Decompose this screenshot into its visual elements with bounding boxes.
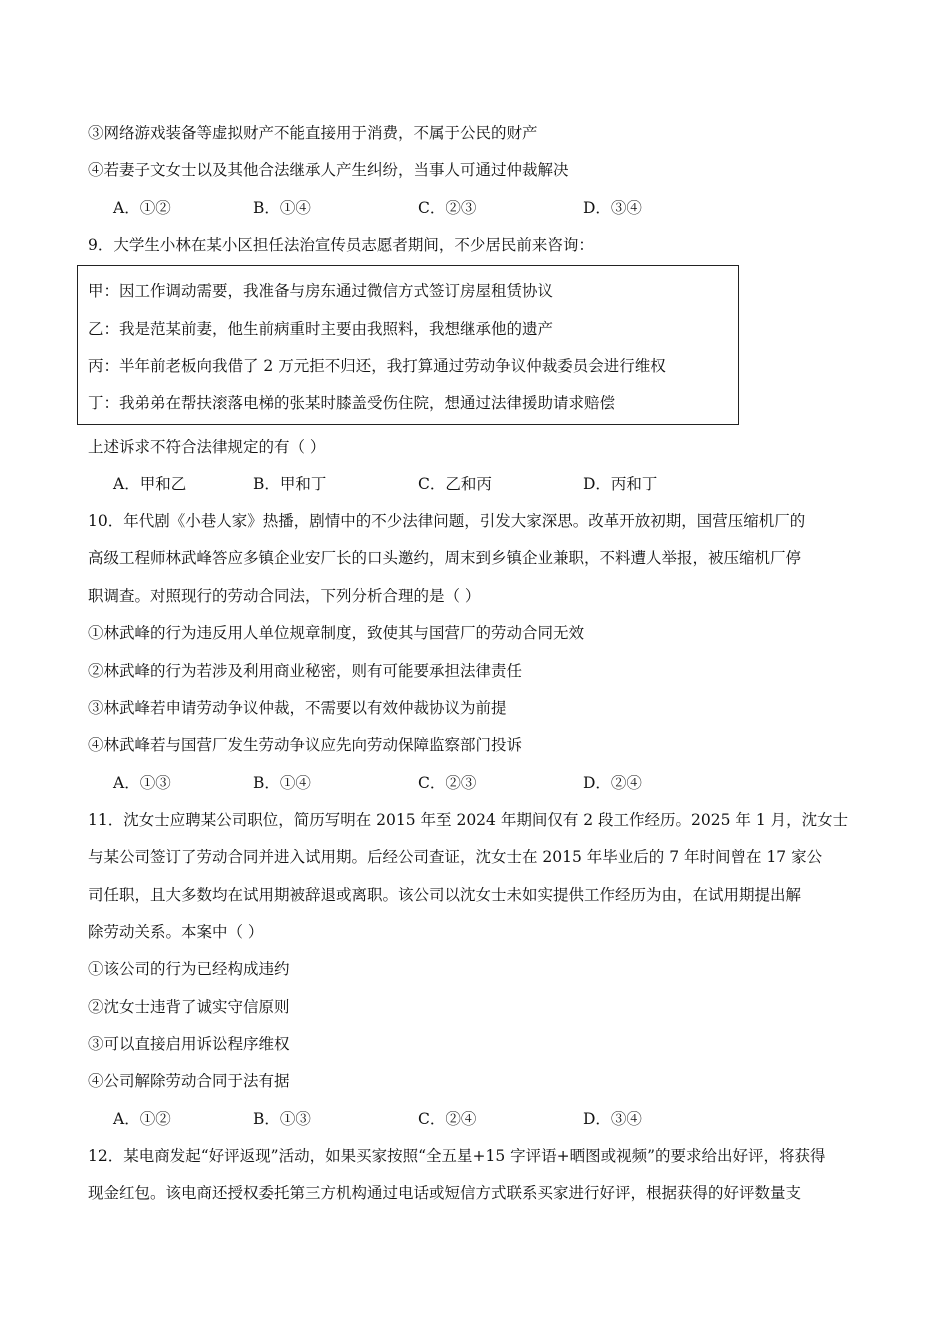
q10-option-c: C．②③ <box>418 774 477 792</box>
q9-consultation-box <box>77 265 739 425</box>
q9-box-line-yi: 乙：我是范某前妻，他生前病重时主要由我照料，我想继承他的遗产 <box>88 320 554 338</box>
q9-box-line-bing: 丙：半年前老板向我借了 2 万元拒不归还，我打算通过劳动争议仲裁委员会进行维权 <box>88 357 666 375</box>
q11-option-d: D．③④ <box>583 1110 642 1128</box>
q8-item-3: ③网络游戏装备等虚拟财产不能直接用于消费，不属于公民的财产 <box>88 124 538 142</box>
q10-item-3: ③林武峰若申请劳动争议仲裁，不需要以有效仲裁协议为前提 <box>88 699 507 717</box>
q11-item-4: ④公司解除劳动合同于法有据 <box>88 1072 290 1090</box>
q10-item-2: ②林武峰的行为若涉及利用商业秘密，则有可能要承担法律责任 <box>88 662 523 680</box>
q10-item-4: ④林武峰若与国营厂发生劳动争议应先向劳动保障监察部门投诉 <box>88 736 523 754</box>
q8-options <box>113 198 833 218</box>
q11-option-b: B．①③ <box>253 1110 311 1128</box>
q12-stem-line-1: 12．某电商发起“好评返现”活动，如果买家按照“全五星+15 字评语+晒图或视频”的要求给出好评，将获得 <box>88 1147 826 1165</box>
q9-question: 上述诉求不符合法律规定的有（ ） <box>88 438 326 456</box>
q11-option-c: C．②④ <box>418 1110 477 1128</box>
q11-option-a: A．①② <box>113 1110 171 1128</box>
q11-stem-line-3: 司任职，且大多数均在试用期被辞退或离职。该公司以沈女士未如实提供工作经历为由，在试用期提出解 <box>88 886 802 904</box>
q9-option-b: B．甲和丁 <box>253 475 327 493</box>
q9-box-line-ding: 丁：我弟弟在帮扶滚落电梯的张某时膝盖受伤住院，想通过法律援助请求赔偿 <box>88 394 616 412</box>
q10-option-b: B．①④ <box>253 774 311 792</box>
q8-item-4: ④若妻子文女士以及其他合法继承人产生纠纷，当事人可通过仲裁解决 <box>88 161 569 179</box>
q11-item-3: ③可以直接启用诉讼程序维权 <box>88 1035 290 1053</box>
q9-stem: 9．大学生小林在某小区担任法治宣传员志愿者期间，不少居民前来咨询： <box>88 236 594 254</box>
q12-stem-line-2: 现金红包。该电商还授权委托第三方机构通过电话或短信方式联系买家进行好评，根据获得的好评数量支 <box>88 1184 802 1202</box>
q11-stem-line-2: 与某公司签订了劳动合同并进入试用期。后经公司查证，沈女士在 2015 年毕业后的 7 年时间曾在 17 家公 <box>88 848 823 866</box>
q9-option-a: A．甲和乙 <box>113 475 187 493</box>
q10-option-d: D．②④ <box>583 774 642 792</box>
q10-stem-line-2: 高级工程师林武峰答应多镇企业安厂长的口头邀约，周末到乡镇企业兼职，不料遭人举报，被压缩机厂停 <box>88 549 802 567</box>
q9-options <box>113 474 833 494</box>
q9-option-d: D．丙和丁 <box>583 475 658 493</box>
q11-stem-line-4: 除劳动关系。本案中（ ） <box>88 923 264 941</box>
q10-stem-line-3: 职调查。对照现行的劳动合同法，下列分析合理的是（ ） <box>88 587 481 605</box>
q10-stem-line-1: 10．年代剧《小巷人家》热播，剧情中的不少法律问题，引发大家深思。改革开放初期，国营压缩机厂的 <box>88 512 806 530</box>
q11-item-1: ①该公司的行为已经构成违约 <box>88 960 290 978</box>
q8-option-b: B．①④ <box>253 199 311 217</box>
q10-options <box>113 773 833 793</box>
q8-option-d: D．③④ <box>583 199 642 217</box>
q11-options <box>113 1109 833 1129</box>
q10-item-1: ①林武峰的行为违反用人单位规章制度，致使其与国营厂的劳动合同无效 <box>88 624 585 642</box>
q9-box-line-jia: 甲：因工作调动需要，我准备与房东通过微信方式签订房屋租赁协议 <box>88 282 554 300</box>
q11-item-2: ②沈女士违背了诚实守信原则 <box>88 998 290 1016</box>
q11-stem-line-1: 11．沈女士应聘某公司职位，简历写明在 2015 年至 2024 年期间仅有 2 段工作经历。2025 年 1 月，沈女士 <box>88 811 849 829</box>
q10-option-a: A．①③ <box>113 774 171 792</box>
q8-option-c: C．②③ <box>418 199 477 217</box>
q9-option-c: C．乙和丙 <box>418 475 492 493</box>
q8-option-a: A．①② <box>113 199 171 217</box>
